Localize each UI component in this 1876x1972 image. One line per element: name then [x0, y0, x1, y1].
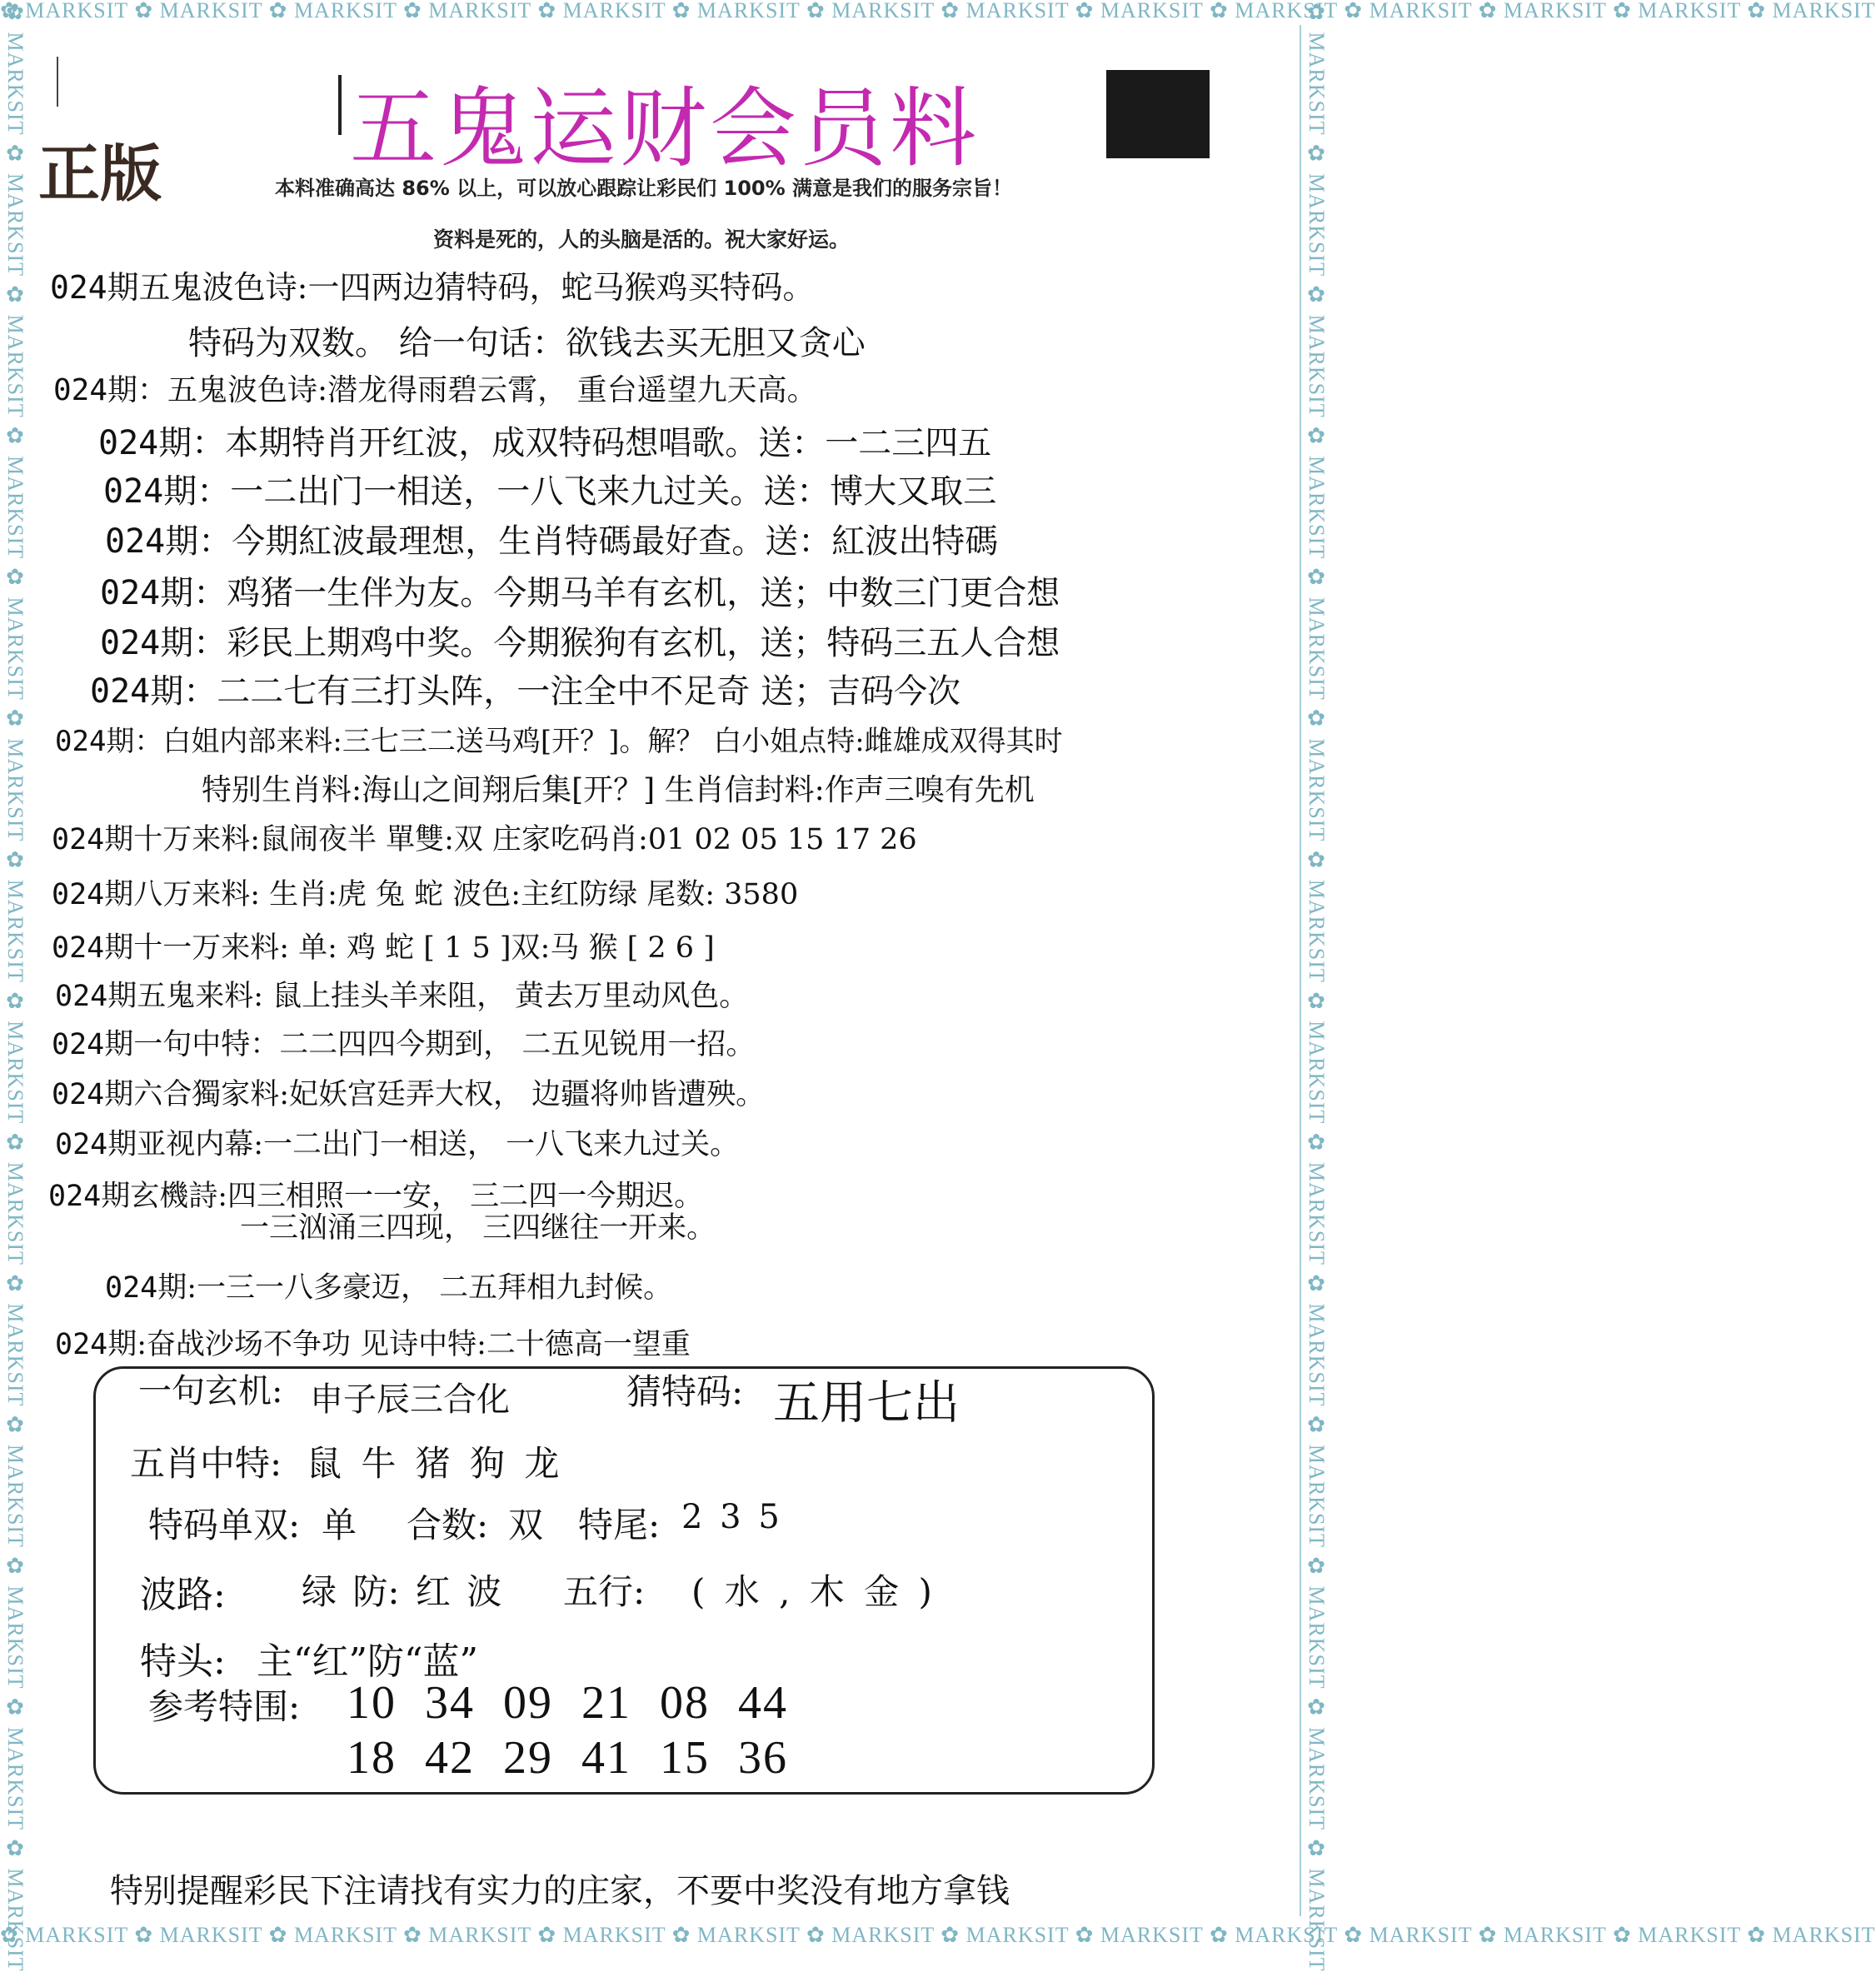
page-title: 五鬼运财会员料 [350, 77, 980, 179]
qr-code [1106, 70, 1210, 158]
content-line: 024期:一三一八多豪迈， 二五拜相九封候。 [105, 1271, 673, 1305]
content-line: 024期：本期特肖开红波，成双特码想唱歌。送：一二三四五 [98, 424, 992, 462]
wave-label: 波路: [140, 1574, 226, 1616]
xuanji-label: 一句玄机: [138, 1372, 283, 1410]
guess-value: 五用七出 [773, 1376, 960, 1430]
content-line: 024期：今期紅波最理想，生肖特碼最好查。送：紅波出特碼 [105, 522, 999, 561]
wuxing-value: ( 水 , 木 金 ) [691, 1571, 932, 1612]
five-zodiac-label: 五肖中特: [130, 1443, 282, 1484]
sum-value: 双 [508, 1505, 544, 1545]
content-line: 024期十万来料:鼠闹夜半 單雙:双 庄家吃码肖:01 02 05 15 17 26 [52, 823, 917, 856]
head-label: 特头: [140, 1640, 226, 1683]
content-line: 特码为双数。 给一句话：欲钱去买无胆又贪心 [188, 324, 866, 362]
header-divider [57, 57, 58, 107]
border-line [1300, 25, 1301, 1916]
watermark-left [0, 0, 30, 1972]
tail-label: 特尾: [578, 1505, 661, 1545]
watermark-top: ✿ MARKSIT ✿ MARKSIT ✿ MARKSIT ✿ MARKSIT ✿ MARKSIT ✿ MARKSIT ✿ MARKSIT ✿ MARKSIT ✿ MARKSIT ✿ MARKSIT ✿ MARKSIT ✿ MARKSIT ✿ MARKSIT ✿ MARKSIT [0, 0, 1876, 22]
content-line: 024期五鬼波色诗:一四两边猜特码，蛇马猴鸡买特码。 [50, 269, 815, 306]
content-line: 特别生肖料:海山之间翔后集[开？] 生肖信封料:作声三嗅有先机 [202, 773, 1035, 807]
wuxing-label: 五行: [563, 1571, 646, 1612]
reference-numbers-row-1: 10 34 09 21 08 44 [347, 1677, 788, 1729]
guess-label: 猜特码: [626, 1371, 744, 1412]
content-line: 024期玄機詩:四三相照一一安， 三二四一今期迟。 [48, 1180, 704, 1213]
content-line: 024期:奋战沙场不争功 见诗中特:二十德高一望重 [55, 1328, 691, 1361]
tail-value: 2 3 5 [681, 1498, 780, 1536]
content-line: 一三汹涌三四现， 三四继往一开来。 [240, 1211, 716, 1245]
watermark-text-vertical: ✿ MARKSIT ✿ MARKSIT ✿ MARKSIT ✿ MARKSIT ✿ MARKSIT ✿ MARKSIT ✿ MARKSIT ✿ MARKSIT ✿ MARKSIT ✿ MARKSIT ✿ MARKSIT ✿ MARKSIT ✿ MARKSIT ✿ MARKSIT [1305, 0, 1329, 1972]
content-line: 024期五鬼来料: 鼠上挂头羊来阻， 黄去万里动风色。 [55, 980, 749, 1013]
oddeven-value: 单 [322, 1505, 357, 1545]
content-line: 024期六合獨家料:妃妖宫廷弄大权， 边疆将帅皆遭殃。 [52, 1078, 766, 1111]
wave-value: 绿 防: 红 波 [302, 1571, 502, 1612]
slogan-line-1: 本料准确高达 86% 以上，可以放心跟踪让彩民们 100% 满意是我们的服务宗旨！ [275, 177, 1013, 200]
title-bar [338, 75, 342, 135]
reference-numbers-row-2: 18 42 29 41 15 36 [347, 1732, 788, 1784]
watermark-text-vertical: ✿ MARKSIT ✿ MARKSIT ✿ MARKSIT ✿ MARKSIT ✿ MARKSIT ✿ MARKSIT ✿ MARKSIT ✿ MARKSIT ✿ MARKSIT ✿ MARKSIT ✿ MARKSIT ✿ MARKSIT ✿ MARKSIT ✿ MARKSIT [3, 0, 27, 1972]
reference-label: 参考特围: [148, 1686, 301, 1727]
content-line: 024期：五鬼波色诗:潜龙得雨碧云霄， 重台遥望九天高。 [53, 373, 817, 407]
qr-side-label-right [1213, 70, 1230, 158]
content-line: 024期一句中特：二二四四今期到， 二五见锐用一招。 [52, 1028, 756, 1061]
watermark-bottom: ✿ MARKSIT ✿ MARKSIT ✿ MARKSIT ✿ MARKSIT ✿ MARKSIT ✿ MARKSIT ✿ MARKSIT ✿ MARKSIT ✿ MARKSIT ✿ MARKSIT ✿ MARKSIT ✿ MARKSIT ✿ MARKSIT ✿ MARKSIT [0, 1923, 1876, 1947]
genuine-badge: 正版 [38, 138, 162, 210]
footer-notice: 特别提醒彩民下注请找有实力的庄家，不要中奖没有地方拿钱 [110, 1872, 1010, 1910]
content-line: 024期：白姐内部来料:三七三二送马鸡[开？]。解？ 白小姐点特:雌雄成双得其时 [55, 725, 1063, 758]
watermark-right [1301, 0, 1333, 1972]
qr-side-label-left [1085, 70, 1101, 158]
five-zodiac-value: 鼠 牛 猪 狗 龙 [307, 1443, 560, 1484]
slogan-line-2: 资料是死的，人的头脑是活的。祝大家好运。 [433, 227, 851, 252]
content-line: 024期八万来料: 生肖:虎 兔 蛇 波色:主红防绿 尾数: 3580 [52, 878, 799, 911]
content-line: 024期：鸡猪一生伴为友。今期马羊有玄机，送；中数三门更合想 [100, 574, 1060, 612]
xuanji-value: 申子辰三合化 [310, 1380, 510, 1419]
head-value: 主“红”防“蓝” [257, 1640, 478, 1683]
oddeven-label: 特码单双: [148, 1505, 301, 1545]
content-line: 024期十一万来料: 单: 鸡 蛇 [ 1 5 ]双:马 猴 [ 2 6 ] [52, 931, 715, 965]
content-line: 024期亚视内幕:一二出门一相送， 一八飞来九过关。 [55, 1128, 740, 1161]
content-line: 024期：一二出门一相送，一八飞来九过关。送：博大又取三 [103, 472, 997, 511]
content-line: 024期：二二七有三打头阵，一注全中不足奇 送；吉码今次 [90, 672, 960, 711]
sum-label: 合数: [407, 1505, 489, 1545]
content-line: 024期：彩民上期鸡中奖。今期猴狗有玄机，送；特码三五人合想 [100, 624, 1060, 662]
